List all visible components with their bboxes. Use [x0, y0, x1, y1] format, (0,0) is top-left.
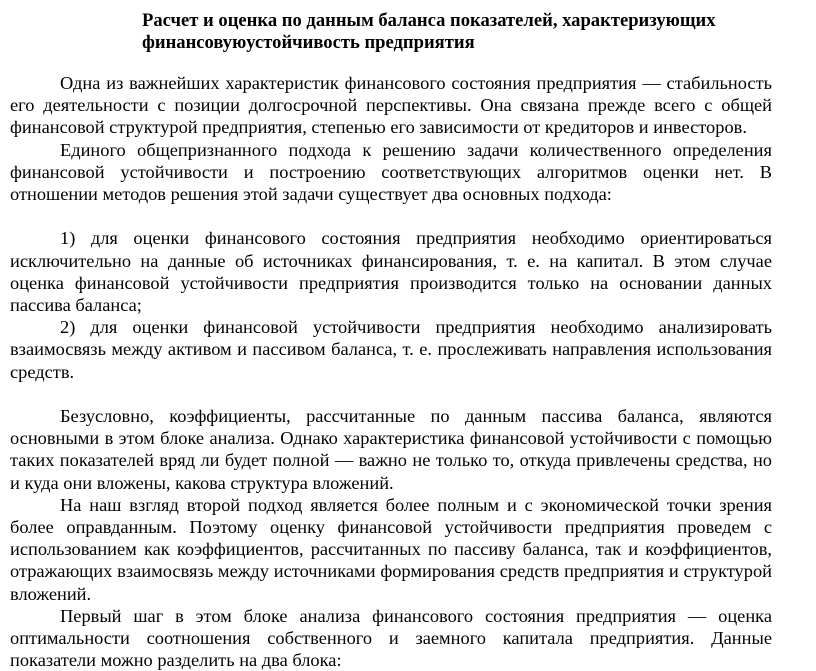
paragraph-coefficients: Безусловно, коэффициенты, рассчитанные по данным пассива баланса, являются основными в этом блоке анализа. Однако характеристика финансовой устойчивости с помощью таких показателей вряд ли будет полной — важно не только то, откуда привлечены средства, но и куда они вложены, какова структура вложений.	[10, 406, 772, 493]
paragraph-stability: Одна из важнейших характеристик финансового состояния предприятия — стабильность его деятельности с позиции долгосрочной перспективы. Она связана прежде всего с общей финансовой структурой предприятия, степенью его зависимости от кредиторов и инвесторов.	[10, 73, 772, 138]
paragraph-first-step: Первый шаг в этом блоке анализа финансового состояния предприятия — оценка оптимальности соотношения собственного и заемного капитала предприятия. Данные показатели можно разделить на два блока:	[10, 605, 772, 671]
document-title: Расчет и оценка по данным баланса показателей, характеризующих финансовуюустойчивость предприятия	[142, 10, 716, 53]
paragraph-second-approach: На наш взгляд второй подход является более полным и с экономической точки зрения более оправданным. Поэтому оценку финансовой устойчивости предприятия проведем с использованием как коэффициентов, рассчитанных по пассиву баланса, так и коэффициентов, отражающих взаимосвязь между источниками формирования средств предприятия и структурой вложений.	[10, 494, 772, 604]
list-item-approach-1: 1) для оценки финансового состояния предприятия необходимо ориентироваться исключительно на данные об источниках финансирования, т. е. на капитал. В этом случае оценка финансовой устойчивости предприятия производится только на основании данных пассива баланса;	[10, 228, 772, 316]
paragraph-approaches: Единого общепризнанного подхода к решению задачи количественного определения финансовой устойчивости и построению соответствующих алгоритмов оценки нет. В отношении методов решения этой задачи существует два основных подхода:	[10, 139, 772, 205]
document-body	[10, 72, 772, 671]
list-item-approach-2: 2) для оценки финансовой устойчивости предприятия необходимо анализировать взаимосвязь между активом и пассивом баланса, т. е. прослеживать направления использования средств.	[10, 317, 772, 382]
